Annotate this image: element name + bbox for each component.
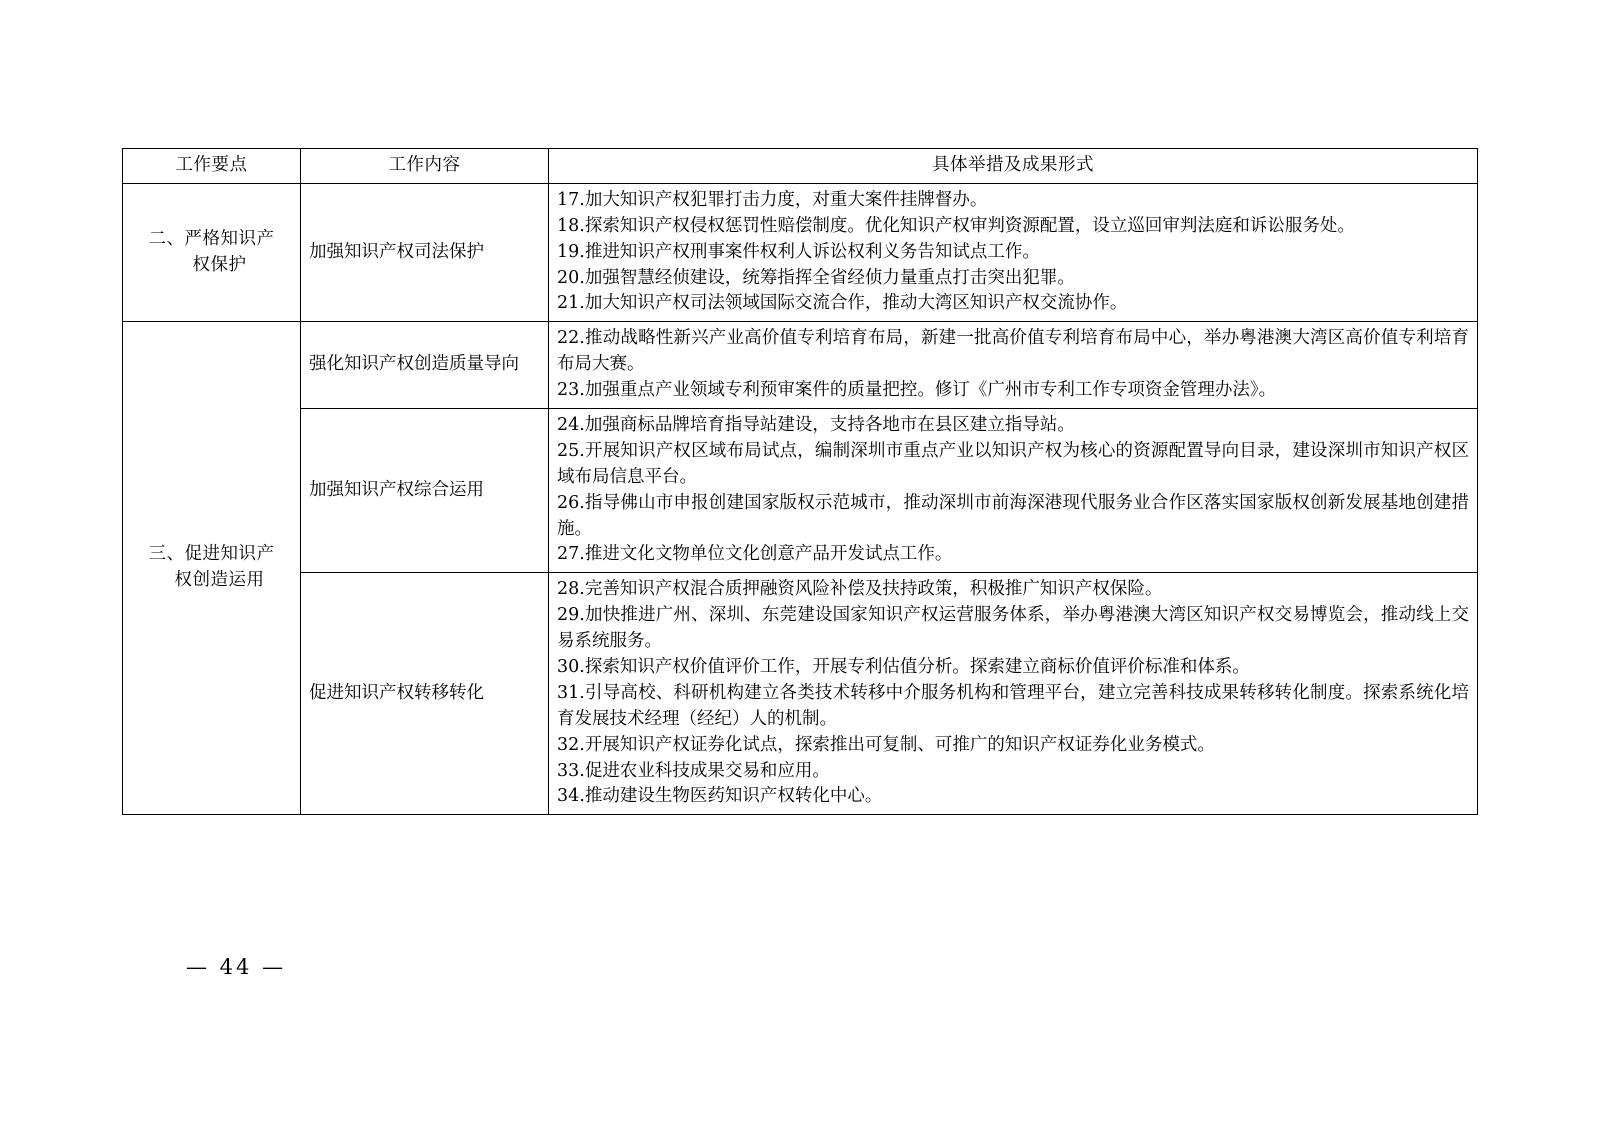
table-row [123,573,1478,815]
measure-item: 25.开展知识产权区域布局试点，编制深圳市重点产业以知识产权为核心的资源配置导向目录，建设深圳市知识产权区域布局信息平台。 [557,440,1469,487]
category-line-1: 三、促进知识产 [148,544,275,565]
measure-item: 22.推动战略性新兴产业高价值专利培育布局，新建一批高价值专利培育布局中心，举办粤港澳大湾区高价值专利培育布局大赛。 [557,328,1469,375]
measures-cell-transfer-transformation [549,573,1478,815]
category-line-1: 二、严格知识产 [148,228,275,249]
topic-cell-creation-quality: 强化知识产权创造质量导向 [301,322,549,409]
measure-item: 19.推进知识产权刑事案件权利人诉讼权利义务告知试点工作。 [557,241,1040,262]
measures-cell-creation-quality [549,322,1478,409]
measure-item: 29.加快推进广州、深圳、东莞建设国家知识产权运营服务体系，举办粤港澳大湾区知识产权交易博览会，推动线上交易系统服务。 [557,605,1469,652]
measure-item: 26.指导佛山市申报创建国家版权示范城市，推动深圳市前海深港现代服务业合作区落实国家版权创新发展基地创建措施。 [557,492,1469,539]
table-row [123,322,1478,409]
category-cell-section-3 [123,322,301,815]
measure-item: 31.引导高校、科研机构建立各类技术转移中介服务机构和管理平台，建立完善科技成果转移转化制度。探索系统化培育发展技术经理（经纪）人的机制。 [557,682,1469,729]
measures-cell-judicial-protection [549,183,1478,321]
measure-item: 27.推进文化文物单位文化创意产品开发试点工作。 [557,544,953,565]
measure-item: 23.加强重点产业领域专利预审案件的质量把控。修订《广州市专利工作专项资金管理办法》。 [557,380,1277,401]
measure-item: 33.促进农业科技成果交易和应用。 [557,760,830,781]
category-line-2: 权创造运用 [174,570,265,591]
measure-item: 21.加大知识产权司法领域国际交流合作，推动大湾区知识产权交流协作。 [557,293,1128,314]
page-number: — 44 — [186,955,287,979]
column-header-work-content: 工作内容 [301,149,549,184]
measure-item: 28.完善知识产权混合质押融资风险补偿及扶持政策，积极推广知识产权保险。 [557,579,1163,600]
table-row [123,183,1478,321]
topic-cell-judicial-protection: 加强知识产权司法保护 [301,183,549,321]
measure-item: 20.加强智慧经侦建设，统筹指挥全省经侦力量重点打击突出犯罪。 [557,267,1075,288]
category-line-2: 权保护 [192,254,247,275]
table-header-row [123,149,1478,184]
measure-item: 18.探索知识产权侵权惩罚性赔偿制度。优化知识产权审判资源配置，设立巡回审判法庭和诉讼服务处。 [557,215,1355,236]
topic-cell-transfer-transformation: 促进知识产权转移转化 [301,573,549,815]
measure-item: 17.加大知识产权犯罪打击力度，对重大案件挂牌督办。 [557,189,988,210]
column-header-measures: 具体举措及成果形式 [549,149,1478,184]
table-row [123,409,1478,573]
work-plan-table [122,148,1478,815]
category-cell-section-2 [123,183,301,321]
measures-cell-comprehensive-use [549,409,1478,573]
measure-item: 24.加强商标品牌培育指导站建设，支持各地市在县区建立指导站。 [557,415,1075,436]
measure-item: 32.开展知识产权证券化试点，探索推出可复制、可推广的知识产权证券化业务模式。 [557,734,1215,755]
measure-item: 34.推动建设生物医药知识产权转化中心。 [557,786,883,807]
topic-cell-comprehensive-use: 加强知识产权综合运用 [301,409,549,573]
measure-item: 30.探索知识产权价值评价工作，开展专利估值分析。探索建立商标价值评价标准和体系。 [557,657,1250,678]
column-header-work-point: 工作要点 [123,149,301,184]
